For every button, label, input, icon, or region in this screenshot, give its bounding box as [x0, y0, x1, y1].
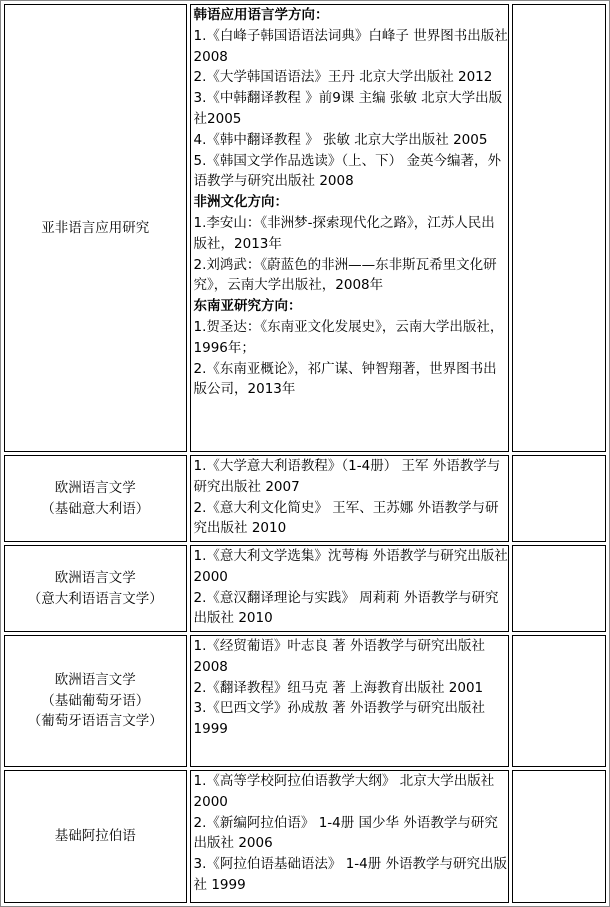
- book-entry: 1.《大学意大利语教程》（1-4册） 王军 外语教学与研究出版社 2007: [193, 458, 501, 495]
- book-entry: 1.《高等学校阿拉伯语教学大纲》 北京大学出版社 2000: [193, 773, 495, 810]
- book-entry: 1.《白峰子韩国语语法词典》白峰子 世界图书出版社 2008: [193, 27, 508, 65]
- notes-cell: [512, 4, 606, 452]
- book-entry: 4.《韩中翻译教程 》 张敏 北京大学出版社 2005: [193, 131, 488, 148]
- book-entry: 1.《经贸葡语》叶志良 著 外语教学与研究出版社2008: [193, 638, 485, 675]
- subject-label: （葡萄牙语语言文学）: [27, 713, 163, 730]
- subject-cell: [4, 770, 187, 903]
- subject-cell: [4, 455, 187, 542]
- notes-cell: [512, 770, 606, 903]
- subject-cell: [4, 4, 187, 452]
- book-entry: 3.《巴西文学》孙成敖 著 外语教学与研究出版社1999: [193, 700, 485, 738]
- section-heading: 韩语应用语言学方向：: [193, 7, 329, 23]
- subject-label: 亚非语言应用研究: [41, 219, 150, 236]
- book-entry: 3.《中韩翻译教程 》前9课 主编 张敏 北京大学出版社2005: [193, 90, 503, 127]
- book-entry: 3.《阿拉伯语基础语法》 1-4册 外语教学与研究出版社 1999: [193, 856, 508, 893]
- table-row: [4, 4, 606, 452]
- subject-label: 欧洲语言文学: [54, 671, 136, 688]
- reading-list-cell: [190, 4, 510, 452]
- subject-label: （基础葡萄牙语）: [41, 692, 150, 709]
- book-entry: 2.《意大利文化简史》 王军、王苏娜 外语教学与研究出版社 2010: [193, 499, 499, 537]
- reading-list-cell: [190, 455, 510, 542]
- book-entry: 1.《意大利文学选集》沈萼梅 外语教学与研究出版社 2000: [193, 548, 508, 585]
- book-entry: 1.李安山：《非洲梦-探索现代化之路》，江苏人民出版社，2013年: [193, 214, 495, 252]
- subject-label: 欧洲语言文学: [54, 479, 136, 496]
- table-row: [4, 455, 606, 542]
- book-entry: 1.贺圣达：《东南亚文化发展史》，云南大学出版社，1996年；: [193, 318, 504, 356]
- notes-cell: [512, 635, 606, 767]
- book-entry: 2.《翻译教程》纽马克 著 上海教育出版社 2001: [193, 679, 484, 696]
- subject-label: （意大利语语言文学）: [27, 590, 163, 607]
- table-row: [4, 545, 606, 632]
- subject-cell: [4, 545, 187, 632]
- table-row: [4, 770, 606, 903]
- reading-list-cell: [190, 545, 510, 632]
- book-entry: 2.《新编阿拉伯语》 1-4册 国少华 外语教学与研究出版社 2006: [193, 814, 498, 852]
- subject-label: 基础阿拉伯语: [54, 828, 136, 845]
- notes-cell: [512, 455, 606, 542]
- table-row: [4, 635, 606, 767]
- notes-cell: [512, 545, 606, 632]
- reading-list-cell: [190, 635, 510, 767]
- book-entry: 2.刘鸿武：《蔚蓝色的非洲——东非斯瓦希里文化研究》，云南大学出版社，2008年: [193, 256, 497, 294]
- subject-label: 欧洲语言文学: [54, 569, 136, 586]
- book-entry: 2.《意汉翻译理论与实践》 周莉莉 外语教学与研究出版社 2010: [193, 589, 499, 627]
- section-heading: 东南亚研究方向：: [193, 298, 302, 315]
- book-entry: 2.《东南亚概论》，祁广谋、钟智翔著，世界图书出版公司，2013年: [193, 360, 497, 398]
- book-entry: 2.《大学韩国语语法》王丹 北京大学出版社 2012: [193, 69, 493, 86]
- subject-cell: [4, 635, 187, 767]
- section-heading: 非洲文化方向：: [193, 194, 289, 211]
- subject-label: （基础意大利语）: [41, 500, 150, 517]
- reading-list-cell: [190, 770, 510, 903]
- book-entry: 5.《韩国文学作品选读》（上、下） 金英今编著，外语教学与研究出版社 2008: [193, 152, 501, 190]
